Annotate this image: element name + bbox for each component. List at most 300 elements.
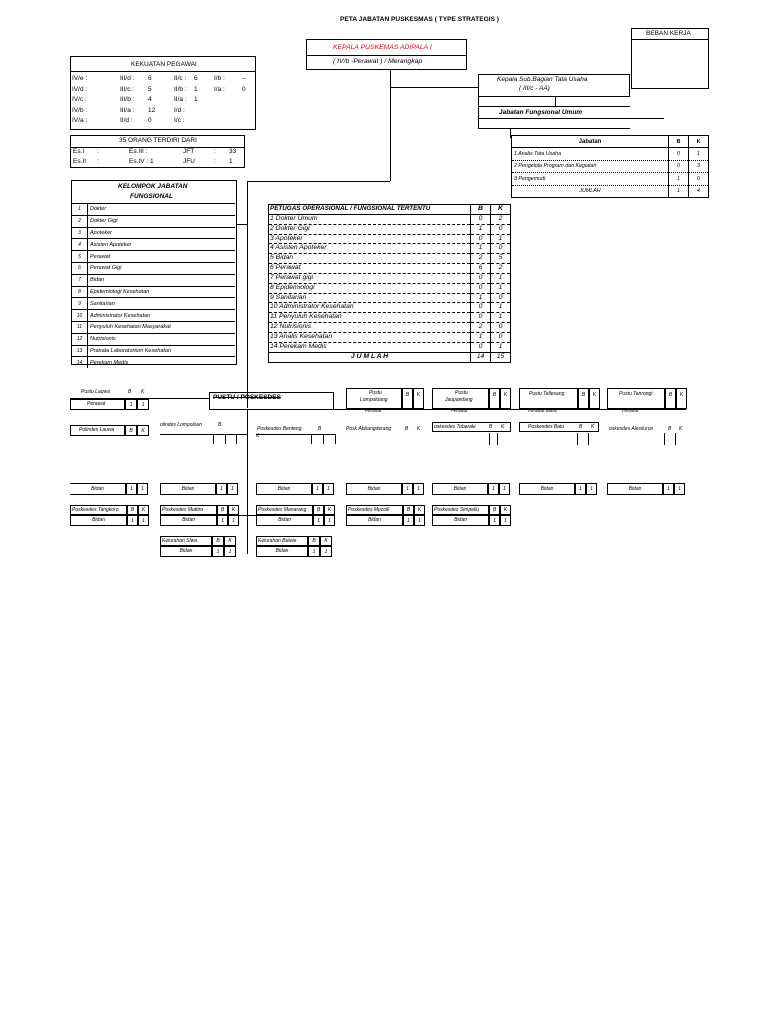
kekuatan-cell bbox=[213, 95, 241, 106]
petugas-connector-v bbox=[247, 181, 248, 408]
benteng-b-label: B bbox=[318, 426, 322, 432]
kekuatan-cell: IV/b : bbox=[72, 106, 88, 114]
kjf-label: Penyuluh Kesehatan Masyarakat bbox=[88, 321, 236, 333]
kekuatan-title: KEKUATAN PEGAWAI bbox=[131, 61, 197, 68]
polindes-lauwa-box bbox=[70, 425, 125, 436]
petugas-label: 3 Apoteker bbox=[269, 234, 471, 244]
kekuatan-cell: III/b : bbox=[120, 96, 135, 104]
pustu-lauwa-b-label: B bbox=[128, 389, 132, 395]
kekuatan-cell: 6 bbox=[148, 75, 152, 83]
jfu-row-b: 0 bbox=[669, 148, 689, 160]
kekuatan-cell bbox=[213, 106, 241, 117]
poskesdes-name: Poskesdes Mattiro bbox=[162, 507, 204, 513]
poskesdes-bidan-b: 1 bbox=[403, 515, 414, 526]
bidan-box bbox=[160, 483, 216, 495]
tanrongi-label: Pustu Tanrongi bbox=[619, 391, 653, 397]
petugas-row bbox=[269, 214, 511, 224]
petugas-k: 0 bbox=[491, 224, 511, 234]
lauwa-b-cell: 1 bbox=[125, 399, 137, 410]
kelurahan-name-box bbox=[160, 536, 212, 546]
kelurahan-bidan-b: 1 bbox=[308, 546, 320, 557]
kelurahan-bidan-box bbox=[256, 546, 308, 557]
petugas-k: 1 bbox=[491, 273, 511, 283]
kjf-num: 9 bbox=[72, 298, 88, 310]
kjf-num: 3 bbox=[72, 227, 88, 239]
poskesdes-batu-box bbox=[519, 422, 599, 432]
poskesdes-bidan-label: Bidan bbox=[182, 517, 195, 523]
kekuatan-cell: IV/d : bbox=[72, 85, 88, 93]
kekuatan-cell: -- bbox=[242, 75, 247, 83]
pustu-tellesang-box bbox=[519, 388, 578, 409]
petugas-k: 0 bbox=[491, 323, 511, 333]
kjf-num: 4 bbox=[72, 239, 88, 251]
jfu-row bbox=[512, 173, 709, 185]
kjf-label: Dokter bbox=[88, 204, 236, 216]
kelurahan-name-box bbox=[256, 536, 308, 546]
polindes-lauwa-b: B bbox=[125, 425, 137, 436]
petugas-label: 2 Dokter Gigi bbox=[269, 224, 471, 234]
jfu-row-label: 1 Analis Tata Usaha bbox=[512, 148, 669, 160]
petugas-label: 8 Epidemiologi bbox=[269, 283, 471, 293]
petugas-header: PETUGAS OPERASIONAL / FUNGSIONAL TERTENTU bbox=[269, 205, 471, 215]
kjf-title2: FUNGSIONAL bbox=[130, 193, 173, 200]
petugas-k: 1 bbox=[491, 234, 511, 244]
tobaraki-grid-line bbox=[497, 433, 498, 445]
kelurahan-name: Kelurahan Bulete bbox=[258, 538, 297, 544]
poskesdes-name-box bbox=[70, 505, 127, 515]
bidan-label: Bidan bbox=[181, 486, 195, 492]
petugas-header-b: B bbox=[471, 205, 491, 215]
bidan-box bbox=[607, 483, 663, 495]
petugas-k: 1 bbox=[491, 313, 511, 323]
kekuatan-cell: III/c : bbox=[120, 85, 135, 93]
orang-cell: Es.II bbox=[73, 158, 87, 165]
kekuatan-row bbox=[71, 95, 247, 106]
kekuatan-cell: IV/e : bbox=[72, 75, 88, 83]
kekuatan-row bbox=[71, 85, 247, 96]
poskesdes-name-box bbox=[160, 505, 217, 515]
pustu-lompoloang-box bbox=[346, 388, 402, 409]
pustu-tanrongi-box bbox=[607, 388, 665, 409]
tellesang-staff: Perawat Bidan bbox=[528, 408, 558, 413]
poskesdes-bidan-k: 1 bbox=[138, 515, 149, 526]
kekuatan-cell: IV/c : bbox=[72, 96, 87, 104]
kjf-label: Nutrisionis bbox=[88, 333, 236, 345]
kjf-label: Apoteker bbox=[88, 227, 236, 239]
kjf-num: 2 bbox=[72, 215, 88, 227]
tellesang-b: B bbox=[578, 388, 589, 409]
bidan-k-cell: 1 bbox=[674, 483, 685, 495]
poskesdes-k-header: K bbox=[228, 505, 239, 515]
lompoloan-grid-line bbox=[236, 434, 237, 444]
petugas-label: 14 Perekam Medis bbox=[269, 342, 471, 352]
batu-k: K bbox=[591, 424, 595, 430]
petugas-b: 2 bbox=[471, 254, 491, 264]
poskesdes-name: Poskesdes Manarang bbox=[258, 507, 307, 513]
bidan-box bbox=[519, 483, 575, 495]
kekuatan-pegawai-box bbox=[70, 56, 256, 130]
bidan-b-cell: 1 bbox=[402, 483, 413, 495]
petugas-b: 0 bbox=[471, 273, 491, 283]
petugas-row bbox=[269, 273, 511, 283]
poskesdes-k-header: K bbox=[414, 505, 425, 515]
bidan-label: Bidan bbox=[277, 486, 291, 492]
alesilurun-grid-line bbox=[675, 433, 676, 445]
kasubag-connector bbox=[390, 87, 478, 88]
batu-grid-line bbox=[577, 433, 578, 445]
petugas-b: 2 bbox=[471, 323, 491, 333]
petugas-label: 13 Analis Kesehatan bbox=[269, 332, 471, 342]
poskesdes-bidan-b: 1 bbox=[217, 515, 228, 526]
kelurahan-bidan-b: 1 bbox=[212, 546, 224, 557]
petugas-k: 1 bbox=[491, 303, 511, 313]
poskesdes-bidan-label: Bidan bbox=[368, 517, 381, 523]
orang-cell: Es.III : bbox=[129, 148, 148, 155]
jfu-row-k: 3 bbox=[689, 160, 709, 172]
jaupandang-line1: Pustu bbox=[455, 390, 468, 396]
petugas-k: 0 bbox=[491, 332, 511, 342]
kjf-row bbox=[72, 239, 235, 251]
petugas-total-k: 15 bbox=[491, 352, 511, 362]
poskesdes-tobaraki-box bbox=[432, 422, 511, 432]
jfu-row-k: 0 bbox=[689, 173, 709, 185]
petugas-row bbox=[269, 323, 511, 333]
kjf-label: Perawat bbox=[88, 251, 236, 263]
bidan-k-cell: 1 bbox=[586, 483, 597, 495]
kelurahan-k-header: K bbox=[224, 536, 236, 546]
kjf-num: 14 bbox=[72, 357, 88, 368]
kjf-row bbox=[72, 310, 235, 322]
benteng-line bbox=[256, 434, 336, 435]
petugas-b: 1 bbox=[471, 224, 491, 234]
petugas-k: 1 bbox=[491, 283, 511, 293]
lompoloan-grid-line bbox=[213, 434, 214, 444]
orang-summary-box bbox=[70, 135, 245, 168]
petugas-b: 1 bbox=[471, 293, 491, 303]
bidan-label: Bidan bbox=[91, 486, 104, 492]
kjf-table bbox=[72, 203, 235, 368]
poskesdes-benteng-label: Poskesdes Benteng bbox=[257, 426, 302, 432]
kekuatan-row bbox=[71, 116, 247, 127]
petugas-label: 5 Bidan bbox=[269, 254, 471, 264]
kjf-label: Perekam Medis bbox=[88, 357, 236, 368]
poskesdes-bidan-box bbox=[70, 515, 127, 526]
orang-cell: JFT bbox=[183, 148, 195, 155]
bidan-k-cell: 1 bbox=[137, 483, 148, 495]
kelurahan-b-header: B bbox=[308, 536, 320, 546]
orang-cell: : bbox=[97, 158, 99, 165]
petugas-row bbox=[269, 254, 511, 264]
polindes-lompoloan-b-label: B bbox=[218, 422, 222, 428]
bidan-box bbox=[256, 483, 312, 495]
kekuatan-cell: 0 bbox=[242, 85, 246, 93]
tanrongi-b: B bbox=[665, 388, 676, 409]
bidan-b-cell: 1 bbox=[216, 483, 227, 495]
petugas-b: 1 bbox=[471, 332, 491, 342]
poskesdes-bidan-k: 1 bbox=[414, 515, 425, 526]
kekuatan-cell: 0 bbox=[148, 117, 152, 125]
lauwa-staff-label: Perawat bbox=[87, 401, 106, 407]
kekuatan-cell: 1 bbox=[194, 96, 198, 104]
kjf-connector bbox=[237, 224, 247, 225]
kelurahan-name: Kelurahan Siwa bbox=[162, 538, 198, 544]
lompoloang-line1: Pustu bbox=[369, 390, 382, 396]
jaupandang-staff: Perawat bbox=[451, 408, 468, 413]
petugas-b: 0 bbox=[471, 234, 491, 244]
orang-cell: : bbox=[97, 148, 99, 155]
tobaraki-grid-line bbox=[489, 433, 490, 445]
kekuatan-cell: II/b : bbox=[174, 85, 187, 93]
petugas-row bbox=[269, 234, 511, 244]
bidan-b-cell: 1 bbox=[312, 483, 323, 495]
page-title: PETA JABATAN PUSKESMAS ( TYPE STRATEGIS ) bbox=[340, 16, 499, 23]
kekuatan-cell: I/a : bbox=[214, 85, 225, 93]
jfu-header-k: K bbox=[689, 136, 709, 148]
kekuatan-cell: I/b : bbox=[214, 75, 225, 83]
petugas-row bbox=[269, 224, 511, 234]
kelurahan-bidan-k: 1 bbox=[320, 546, 332, 557]
jfu-table bbox=[511, 135, 709, 198]
kekuatan-cell bbox=[241, 95, 247, 106]
kjf-label: Asisten Apoteker bbox=[88, 239, 236, 251]
kjf-num: 5 bbox=[72, 251, 88, 263]
bidan-b-cell: 1 bbox=[126, 483, 137, 495]
tellesang-label: Pustu Tellesang bbox=[529, 391, 565, 397]
kekuatan-cell bbox=[213, 116, 241, 127]
jaupandang-k: K bbox=[500, 388, 511, 409]
kjf-num: 6 bbox=[72, 262, 88, 274]
orang-title: 35 ORANG TERDIRI DARI bbox=[119, 137, 197, 144]
bidan-label: Bidan bbox=[367, 486, 381, 492]
beban-kerja-box bbox=[631, 28, 709, 89]
bidan-label: Bidan bbox=[628, 486, 642, 492]
orang-cell: 33 bbox=[229, 148, 237, 155]
tobaraki-k: K bbox=[501, 424, 505, 430]
bidan-k-cell: 1 bbox=[323, 483, 334, 495]
kjf-num: 1 bbox=[72, 204, 88, 216]
bidan-box bbox=[346, 483, 402, 495]
kekuatan-cell: II/a : bbox=[174, 96, 187, 104]
poskesdes-bidan-label: Bidan bbox=[92, 517, 105, 523]
jfu-row bbox=[512, 160, 709, 172]
petugas-label: 12 Nutrisionis bbox=[269, 323, 471, 333]
kepala-title: KEPALA PUSKEMAS ADIPALA I bbox=[333, 44, 432, 51]
poskesdes-b-header: B bbox=[403, 505, 414, 515]
poskesdes-bidan-b: 1 bbox=[127, 515, 138, 526]
orang-cell: : bbox=[214, 148, 216, 155]
posk-abbangderang-label: Posk Abbangderang bbox=[346, 426, 392, 432]
petugas-label: 6 Perawat bbox=[269, 264, 471, 274]
bidan-box bbox=[432, 483, 488, 495]
petugas-connector-h bbox=[247, 181, 390, 182]
petugas-row bbox=[269, 342, 511, 352]
kjf-num: 11 bbox=[72, 321, 88, 333]
alesilurun-b: B bbox=[668, 426, 672, 432]
kekuatan-cell: III/d : bbox=[120, 75, 135, 83]
kekuatan-cell: 6 bbox=[194, 75, 198, 83]
poskesdes-bidan-box bbox=[432, 515, 489, 526]
polindes-lauwa-label: Polindes Lauwa bbox=[79, 427, 115, 433]
poskesdes-bidan-label: Bidan bbox=[278, 517, 291, 523]
poskesdes-k-header: K bbox=[324, 505, 335, 515]
bidan-box bbox=[70, 483, 126, 495]
kjf-num: 10 bbox=[72, 310, 88, 322]
pustu-jaupandang-box bbox=[432, 388, 489, 409]
kjf-label: Epidemiologi Kesehatan bbox=[88, 286, 236, 298]
poskesdes-bidan-k: 1 bbox=[228, 515, 239, 526]
poskesdes-bidan-b: 1 bbox=[489, 515, 500, 526]
jfu-row-label: 2 Pengelola Program dan Kegiatan bbox=[512, 160, 669, 172]
polindes-lauwa-k: K bbox=[137, 425, 149, 436]
kjf-num: 13 bbox=[72, 345, 88, 357]
petugas-label: 7 Perawat gigi bbox=[269, 273, 471, 283]
poskesdes-name-box bbox=[346, 505, 403, 515]
kekuatan-row bbox=[71, 106, 247, 117]
petugas-k: 5 bbox=[491, 254, 511, 264]
kekuatan-row bbox=[71, 74, 247, 85]
kjf-label: Administrator Kesehatan bbox=[88, 310, 236, 322]
petugas-k: 1 bbox=[491, 342, 511, 352]
bidan-label: Bidan bbox=[540, 486, 554, 492]
petugas-row bbox=[269, 332, 511, 342]
alesilurun-k: K bbox=[679, 426, 683, 432]
kjf-row bbox=[72, 251, 235, 263]
bidan-b-cell: 1 bbox=[663, 483, 674, 495]
poskesdes-connector bbox=[237, 515, 256, 516]
kelurahan-bidan-label: Bidan bbox=[179, 548, 193, 554]
kjf-label: Perawat Gigi bbox=[88, 262, 236, 274]
pustu-poskesdes-label: PUSTU / POSKESDES bbox=[213, 394, 281, 401]
jfu-row-b: 0 bbox=[669, 160, 689, 172]
petugas-label: 10 Administrator Kesehatan bbox=[269, 303, 471, 313]
petugas-b: 1 bbox=[471, 244, 491, 254]
kekuatan-cell: II/c : bbox=[174, 75, 187, 83]
benteng-grid-line bbox=[323, 434, 324, 444]
kekuatan-cell: I/c : bbox=[174, 117, 185, 125]
kjf-row bbox=[72, 204, 235, 216]
polindes-lompoloan-label: olindes Lompoloan bbox=[160, 422, 202, 428]
orang-cell: JFU bbox=[183, 158, 195, 165]
petugas-label: 11 Penyuluh Kesehatan bbox=[269, 313, 471, 323]
kelurahan-b-header: B bbox=[212, 536, 224, 546]
petugas-total-label: J U M L A H bbox=[269, 352, 471, 362]
petugas-table bbox=[268, 204, 511, 363]
poskesdes-b-header: B bbox=[217, 505, 228, 515]
petugas-k: 2 bbox=[491, 214, 511, 224]
kepala-puskesmas-box bbox=[306, 39, 467, 70]
poskesdes-bidan-box bbox=[346, 515, 403, 526]
benteng-grid-line bbox=[311, 434, 312, 444]
kekuatan-cell: IV/a : bbox=[72, 117, 88, 125]
jfu-row-k: 1 bbox=[689, 148, 709, 160]
kasubag-line2: ( III/c - AA) bbox=[519, 85, 550, 92]
kjf-row bbox=[72, 357, 235, 368]
petugas-row bbox=[269, 244, 511, 254]
kekuatan-cell: I/d : bbox=[174, 106, 185, 114]
kekuatan-cell: 5 bbox=[148, 85, 152, 93]
poskesdes-b-header: B bbox=[127, 505, 138, 515]
petugas-b: 0 bbox=[471, 342, 491, 352]
jfu-row bbox=[512, 148, 709, 160]
kjf-label: Pranata Laboratorium Kesehatan bbox=[88, 345, 236, 357]
lompoloan-line bbox=[160, 434, 247, 435]
jfu-label: Jabatan Fungsional Umum bbox=[499, 109, 583, 116]
poskesdes-name: Poskesdes Mpcolli bbox=[348, 507, 390, 513]
bidan-b-cell: 1 bbox=[575, 483, 586, 495]
tobaraki-label: oskesdes Tobaraki bbox=[434, 424, 476, 430]
kelurahan-bidan-box bbox=[160, 546, 212, 557]
kekuatan-cell: 12 bbox=[148, 106, 156, 114]
petugas-row bbox=[269, 303, 511, 313]
kekuatan-cell bbox=[241, 116, 247, 127]
kjf-row bbox=[72, 274, 235, 286]
pustu-lauwa-label: Pustu Lauwa bbox=[81, 389, 110, 395]
kelurahan-bidan-k: 1 bbox=[224, 546, 236, 557]
kjf-label: Dokter Gigi bbox=[88, 215, 236, 227]
jfu-row-label: 3 Pengemudi bbox=[512, 173, 669, 185]
kjf-row bbox=[72, 262, 235, 274]
lauwa-k-cell: 1 bbox=[137, 399, 149, 410]
kjf-row bbox=[72, 345, 235, 357]
poskesdes-k-header: K bbox=[138, 505, 149, 515]
jaupandang-b: B bbox=[489, 388, 500, 409]
tanrongi-k: K bbox=[676, 388, 687, 409]
lompoloang-k: K bbox=[413, 388, 424, 409]
bidan-k-cell: 1 bbox=[227, 483, 238, 495]
petugas-b: 0 bbox=[471, 214, 491, 224]
petugas-b: 0 bbox=[471, 313, 491, 323]
petugas-label: 9 Sanitarian bbox=[269, 293, 471, 303]
petugas-total-row bbox=[269, 352, 511, 362]
tanrongi-staff: Perawat bbox=[622, 408, 639, 413]
petugas-row bbox=[269, 293, 511, 303]
kelurahan-k-header: K bbox=[320, 536, 332, 546]
jfu-total-b: 1 bbox=[669, 185, 689, 197]
petugas-b: 6 bbox=[471, 264, 491, 274]
jfu-header-jabatan: Jabatan bbox=[512, 136, 669, 148]
lompoloan-grid-line bbox=[225, 434, 226, 444]
batu-b: B bbox=[579, 424, 583, 430]
orang-cell: 1 bbox=[229, 158, 233, 165]
pustu-lauwa-k-label: K bbox=[141, 389, 145, 395]
kekuatan-cell: III/a : bbox=[120, 106, 135, 114]
petugas-k: 0 bbox=[491, 293, 511, 303]
tobaraki-b: B bbox=[489, 424, 493, 430]
petugas-b: 0 bbox=[471, 283, 491, 293]
poskesdes-bidan-k: 1 bbox=[324, 515, 335, 526]
kekuatan-cell bbox=[193, 116, 213, 127]
jfu-header-b: B bbox=[669, 136, 689, 148]
abbangderang-k-label: K bbox=[417, 426, 421, 432]
lompoloang-b: B bbox=[402, 388, 413, 409]
kekuatan-cell: 1 bbox=[194, 85, 198, 93]
poskesdes-bidan-box bbox=[160, 515, 217, 526]
kjf-row bbox=[72, 286, 235, 298]
kekuatan-cell bbox=[241, 106, 247, 117]
jfu-connector bbox=[555, 97, 556, 106]
poskesdes-name: Poskesdes Simpellu bbox=[434, 507, 480, 513]
jfu-row-b: 1 bbox=[669, 173, 689, 185]
kjf-num: 7 bbox=[72, 274, 88, 286]
poskesdes-spine bbox=[247, 410, 248, 554]
benteng-k-label: K bbox=[256, 433, 260, 439]
jfu-total-k: 4 bbox=[689, 185, 709, 197]
kepala-subtitle: ( IV/b -Perawat ) / Merangkap bbox=[333, 58, 423, 65]
kekuatan-table bbox=[71, 74, 247, 127]
tellesang-k: K bbox=[589, 388, 600, 409]
lompoloang-staff: Perawat bbox=[365, 408, 382, 413]
kjf-label: Bidan bbox=[88, 274, 236, 286]
